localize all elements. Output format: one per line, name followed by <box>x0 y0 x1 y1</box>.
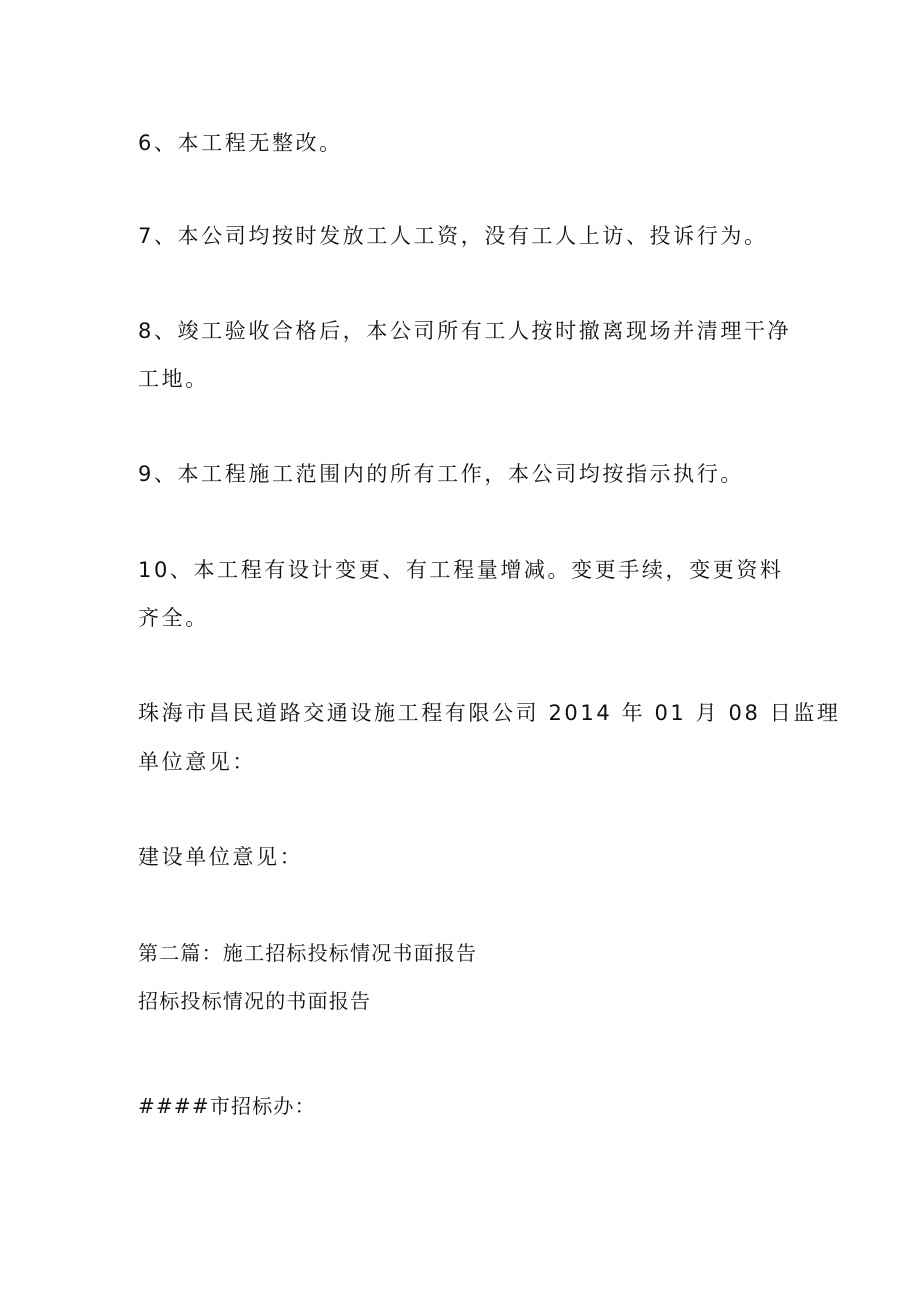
item-10-line-1: 10、本工程有设计变更、有工程量增减。变更手续，变更资料 <box>138 558 784 582</box>
item-8-line-2: 工地。 <box>138 367 209 391</box>
company-date-line: 珠海市昌民道路交通设施工程有限公司 2014 年 01 月 08 日监理 <box>138 701 841 725</box>
chapter-title: 第二篇：施工招标投标情况书面报告 <box>138 941 478 965</box>
item-7: 7、本公司均按时发放工人工资，没有工人上访、投诉行为。 <box>138 224 768 248</box>
item-6: 6、本工程无整改。 <box>138 131 343 155</box>
report-title: 招标投标情况的书面报告 <box>138 989 372 1013</box>
item-10-line-2: 齐全。 <box>138 606 209 630</box>
item-8-line-1: 8、竣工验收合格后，本公司所有工人按时撤离现场并清理干净 <box>138 319 792 343</box>
supervision-opinion: 单位意见： <box>138 750 256 774</box>
item-9: 9、本工程施工范围内的所有工作，本公司均按指示执行。 <box>138 462 744 486</box>
addressee: ####市招标办： <box>138 1094 316 1118</box>
construction-opinion: 建设单位意见： <box>138 845 304 869</box>
